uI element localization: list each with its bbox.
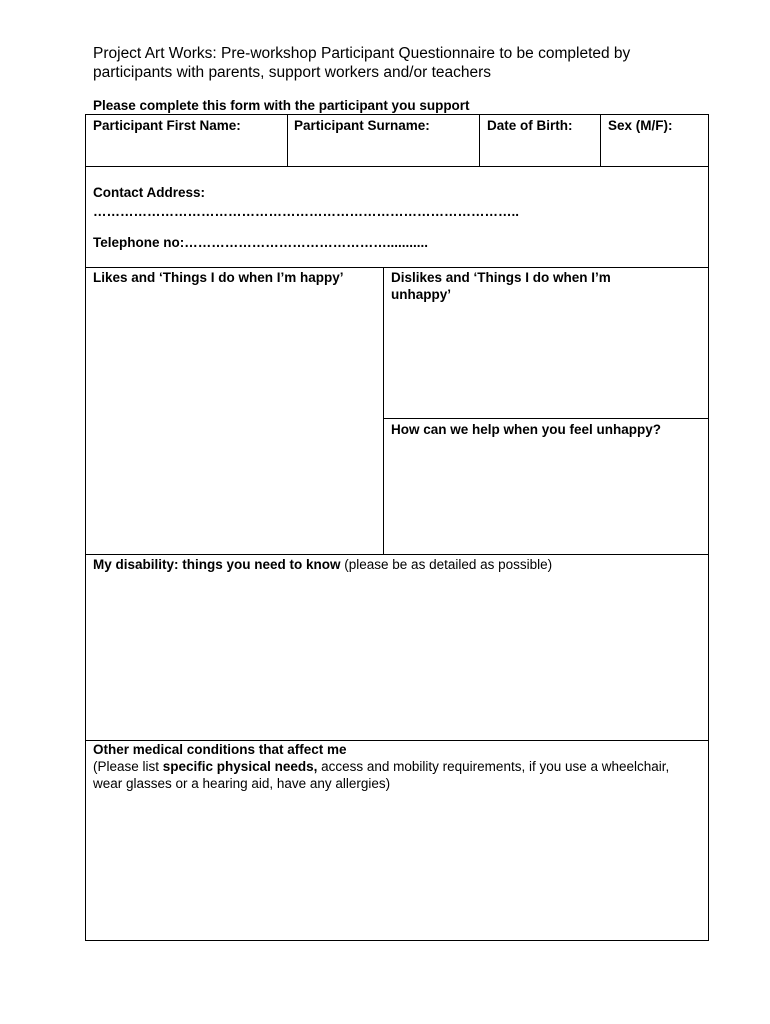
questionnaire-form [85,114,709,941]
dislikes-box[interactable]: Dislikes and ‘Things I do when I’m unhappy’ [391,270,611,302]
document-title: Project Art Works: Pre-workshop Participant Questionnaire to be completed by participants with parents, support workers and/or teachers [93,45,631,81]
divider [383,418,708,419]
divider [86,554,708,555]
telephone-label: Telephone no: [93,235,185,250]
surname-field[interactable]: Participant Surname: [294,118,430,133]
divider [287,115,288,166]
form-instruction: Please complete this form with the participant you support [93,98,470,113]
medical-desc-prefix: (Please list [93,759,163,774]
disability-label: My disability: things you need to know [93,557,341,572]
help-box[interactable]: How can we help when you feel unhappy? [391,422,662,437]
medical-desc-bold: specific physical needs, [162,759,318,774]
first-name-field[interactable]: Participant First Name: [93,118,241,133]
contact-address-label: Contact Address: [93,185,206,200]
contact-address-field[interactable]: ………………………………………………………………………………….. [93,204,520,219]
telephone-field[interactable] [93,234,428,251]
date-of-birth-field[interactable]: Date of Birth: [487,118,573,133]
divider [86,267,708,268]
telephone-dots: ………………………………………........... [184,235,429,250]
disability-hint: (please be as detailed as possible) [340,557,553,572]
medical-desc-suffix: access and mobility requirements, if you use a wheelchair, wear glasses or a hearing aid, have any allergies) [93,759,670,791]
divider [383,267,384,554]
divider [86,166,708,167]
medical-box[interactable] [93,741,698,792]
likes-box[interactable]: Likes and ‘Things I do when I’m happy’ [93,270,344,285]
divider [600,115,601,166]
medical-description [93,758,698,792]
disability-box[interactable] [93,556,703,573]
medical-heading: Other medical conditions that affect me [93,742,347,757]
sex-field[interactable]: Sex (M/F): [608,118,673,133]
divider [479,115,480,166]
